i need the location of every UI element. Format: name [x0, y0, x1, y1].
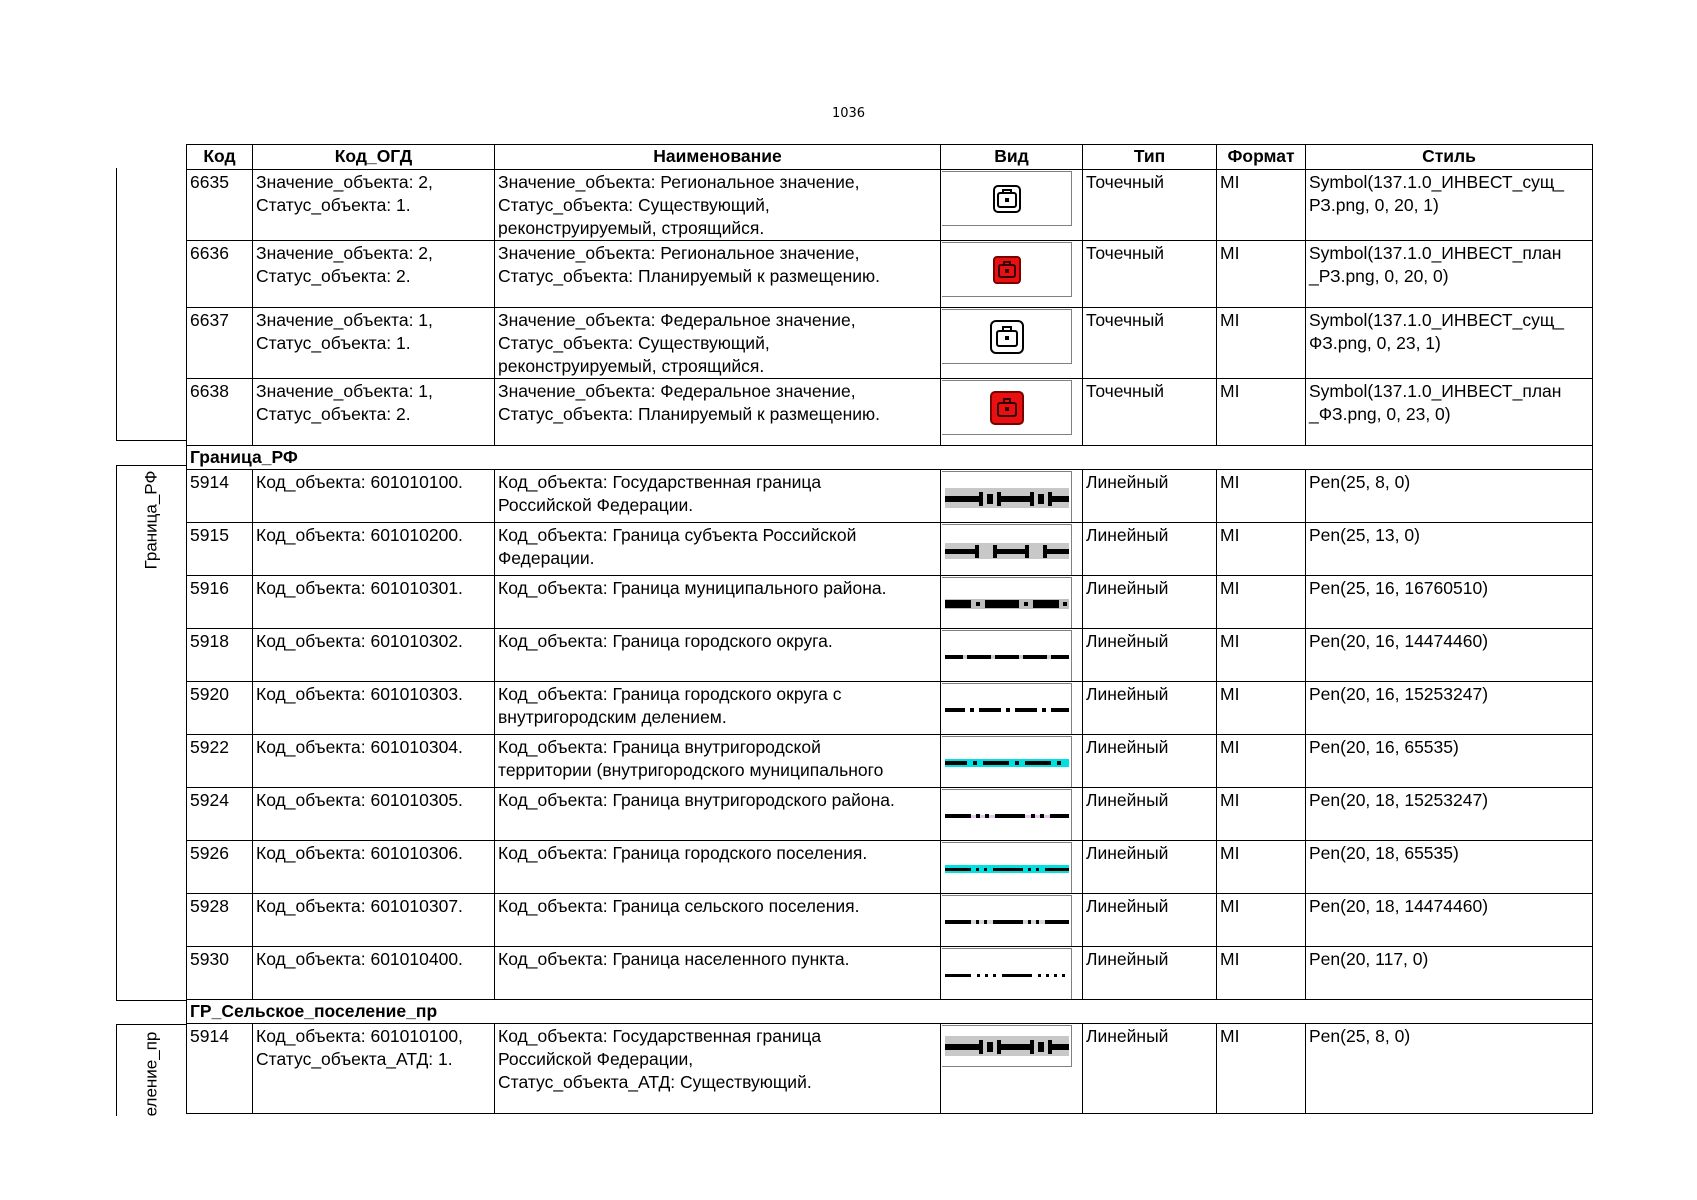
state-border-line-icon	[945, 486, 1069, 510]
cell-style: Pen(25, 16, 16760510)	[1306, 576, 1593, 629]
briefcase-outline-icon	[988, 318, 1026, 356]
table-row	[187, 523, 1593, 576]
cell-ogd: Код_объекта: 601010303.	[253, 682, 495, 735]
cell-code: 6636	[187, 241, 253, 308]
cell-ogd: Код_объекта: 601010100, Статус_объекта_АТД: 1.	[253, 1024, 495, 1114]
cell-name: Код_объекта: Граница населенного пункта.	[495, 947, 941, 1000]
cell-name: Код_объекта: Государственная граница Российской Федерации.	[495, 470, 941, 523]
cell-format: MI	[1217, 1024, 1306, 1114]
cell-ogd: Код_объекта: 601010200.	[253, 523, 495, 576]
cell-tip: Линейный	[1083, 629, 1217, 682]
cell-tip: Точечный	[1083, 379, 1217, 446]
cell-ogd: Код_объекта: 601010306.	[253, 841, 495, 894]
cell-tip: Линейный	[1083, 682, 1217, 735]
cell-format: MI	[1217, 241, 1306, 308]
cell-format: MI	[1217, 947, 1306, 1000]
cell-code: 5926	[187, 841, 253, 894]
cell-vid	[941, 629, 1083, 682]
cell-name: Код_объекта: Граница сельского поселения.	[495, 894, 941, 947]
cell-tip: Линейный	[1083, 470, 1217, 523]
cell-tip: Точечный	[1083, 308, 1217, 379]
cell-code: 6638	[187, 379, 253, 446]
table-row	[187, 308, 1593, 379]
table-row	[187, 241, 1593, 308]
cell-name: Код_объекта: Граница городского поселения.	[495, 841, 941, 894]
table-row	[187, 576, 1593, 629]
cell-name: Значение_объекта: Региональное значение, Статус_объекта: Планируемый к размещению.	[495, 241, 941, 308]
cell-name: Код_объекта: Граница муниципального района.	[495, 576, 941, 629]
cell-ogd: Код_объекта: 601010100.	[253, 470, 495, 523]
cell-code: 5924	[187, 788, 253, 841]
section-row	[187, 1000, 1593, 1024]
cell-style: Pen(20, 16, 14474460)	[1306, 629, 1593, 682]
cell-format: MI	[1217, 735, 1306, 788]
cell-format: MI	[1217, 682, 1306, 735]
cell-style: Pen(20, 117, 0)	[1306, 947, 1593, 1000]
cell-tip: Линейный	[1083, 735, 1217, 788]
cell-ogd: Код_объекта: 601010301.	[253, 576, 495, 629]
cell-name: Код_объекта: Граница городского округа.	[495, 629, 941, 682]
cell-style: Pen(20, 18, 15253247)	[1306, 788, 1593, 841]
cell-name: Значение_объекта: Федеральное значение, Статус_объекта: Планируемый к размещению.	[495, 379, 941, 446]
cell-vid	[941, 470, 1083, 523]
cell-ogd: Код_объекта: 601010304.	[253, 735, 495, 788]
section-row	[187, 446, 1593, 470]
table-row	[187, 629, 1593, 682]
cell-style: Pen(20, 18, 65535)	[1306, 841, 1593, 894]
cell-tip: Линейный	[1083, 841, 1217, 894]
cell-vid	[941, 947, 1083, 1000]
cell-style: Symbol(137.1.0_ИНВЕСТ_сущ_ РЗ.png, 0, 20, 1)	[1306, 170, 1593, 241]
cell-style: Pen(25, 8, 0)	[1306, 470, 1593, 523]
left-frame-group-1	[116, 168, 186, 441]
table-row	[187, 894, 1593, 947]
cell-code: 5916	[187, 576, 253, 629]
cell-name: Значение_объекта: Региональное значение, Статус_объекта: Существующий, реконструируемый, строящийся.	[495, 170, 941, 241]
cell-name: Код_объекта: Граница внутригородского района.	[495, 788, 941, 841]
table-row	[187, 682, 1593, 735]
cell-code: 5930	[187, 947, 253, 1000]
page-number: 1036	[831, 106, 866, 121]
cell-name: Код_объекта: Граница городского округа с внутригородским делением.	[495, 682, 941, 735]
cell-style: Pen(20, 16, 65535)	[1306, 735, 1593, 788]
cell-tip: Линейный	[1083, 947, 1217, 1000]
briefcase-red-icon	[988, 389, 1026, 427]
district-border-line-icon	[945, 594, 1069, 614]
table-row	[187, 1024, 1593, 1114]
urban-settlement-line-icon	[945, 859, 1069, 879]
cell-code: 5914	[187, 1024, 253, 1114]
cell-format: MI	[1217, 894, 1306, 947]
cell-name: Код_объекта: Государственная граница Российской Федерации, Статус_объекта_АТД: Существующий.	[495, 1024, 941, 1114]
cell-ogd: Код_объекта: 601010302.	[253, 629, 495, 682]
cell-ogd: Значение_объекта: 2, Статус_объекта: 1.	[253, 170, 495, 241]
intracity-territory-line-icon	[945, 753, 1069, 773]
cell-vid	[941, 1024, 1083, 1114]
cell-tip: Линейный	[1083, 576, 1217, 629]
cell-code: 6635	[187, 170, 253, 241]
cell-style: Pen(25, 8, 0)	[1306, 1024, 1593, 1114]
subject-border-line-icon	[945, 539, 1069, 563]
cell-ogd: Код_объекта: 601010305.	[253, 788, 495, 841]
cell-tip: Линейный	[1083, 788, 1217, 841]
cell-code: 5922	[187, 735, 253, 788]
cell-style: Symbol(137.1.0_ИНВЕСТ_план _ФЗ.png, 0, 23, 0)	[1306, 379, 1593, 446]
cell-code: 5914	[187, 470, 253, 523]
cell-name: Код_объекта: Граница субъекта Российской Федерации.	[495, 523, 941, 576]
legend-table	[186, 144, 1593, 1114]
cell-ogd: Значение_объекта: 2, Статус_объекта: 2.	[253, 241, 495, 308]
cell-style: Pen(25, 13, 0)	[1306, 523, 1593, 576]
briefcase-outline-icon	[990, 182, 1024, 216]
table-row	[187, 379, 1593, 446]
cell-ogd: Значение_объекта: 1, Статус_объекта: 2.	[253, 379, 495, 446]
cell-format: MI	[1217, 523, 1306, 576]
cell-vid	[941, 894, 1083, 947]
cell-vid	[941, 379, 1083, 446]
cell-ogd: Код_объекта: 601010307.	[253, 894, 495, 947]
header-style: Стиль	[1306, 145, 1593, 170]
locality-border-line-icon	[945, 965, 1069, 985]
section-title-granitsa-rf: Граница_РФ	[187, 446, 1593, 470]
cell-format: MI	[1217, 629, 1306, 682]
cell-format: MI	[1217, 788, 1306, 841]
cell-tip: Линейный	[1083, 894, 1217, 947]
header-tip: Тип	[1083, 145, 1217, 170]
cell-name: Код_объекта: Граница внутригородской территории (внутригородского муниципального	[495, 735, 941, 788]
side-label-granitsa-rf: Граница_РФ	[141, 470, 161, 570]
rural-settlement-line-icon	[945, 912, 1069, 932]
header-name: Наименование	[495, 145, 941, 170]
cell-vid	[941, 841, 1083, 894]
cell-style: Symbol(137.1.0_ИНВЕСТ_план _РЗ.png, 0, 20, 0)	[1306, 241, 1593, 308]
cell-vid	[941, 576, 1083, 629]
cell-vid	[941, 735, 1083, 788]
table-header-row	[187, 145, 1593, 170]
cell-format: MI	[1217, 308, 1306, 379]
cell-format: MI	[1217, 170, 1306, 241]
cell-vid	[941, 170, 1083, 241]
cell-tip: Точечный	[1083, 241, 1217, 308]
city-district-division-line-icon	[945, 700, 1069, 720]
intracity-district-line-icon	[945, 806, 1069, 826]
section-title-selskoe-poselenie: ГР_Сельское_поселение_пр	[187, 1000, 1593, 1024]
cell-tip: Линейный	[1083, 1024, 1217, 1114]
table-row	[187, 170, 1593, 241]
table-row	[187, 841, 1593, 894]
cell-format: MI	[1217, 379, 1306, 446]
cell-vid	[941, 523, 1083, 576]
cell-format: MI	[1217, 841, 1306, 894]
cell-vid	[941, 308, 1083, 379]
cell-vid	[941, 682, 1083, 735]
cell-style: Symbol(137.1.0_ИНВЕСТ_сущ_ ФЗ.png, 0, 23, 1)	[1306, 308, 1593, 379]
table-row	[187, 470, 1593, 523]
cell-code: 5915	[187, 523, 253, 576]
briefcase-red-icon	[990, 253, 1024, 287]
header-kod-ogd: Код_ОГД	[253, 145, 495, 170]
cell-code: 6637	[187, 308, 253, 379]
cell-style: Pen(20, 16, 15253247)	[1306, 682, 1593, 735]
state-border-line-icon	[945, 1034, 1069, 1058]
cell-ogd: Код_объекта: 601010400.	[253, 947, 495, 1000]
cell-style: Pen(20, 18, 14474460)	[1306, 894, 1593, 947]
city-district-line-icon	[945, 647, 1069, 667]
cell-format: MI	[1217, 576, 1306, 629]
cell-vid	[941, 241, 1083, 308]
header-vid: Вид	[941, 145, 1083, 170]
cell-ogd: Значение_объекта: 1, Статус_объекта: 1.	[253, 308, 495, 379]
cell-code: 5918	[187, 629, 253, 682]
table-row	[187, 947, 1593, 1000]
table-row	[187, 788, 1593, 841]
cell-tip: Точечный	[1083, 170, 1217, 241]
cell-code: 5928	[187, 894, 253, 947]
cell-code: 5920	[187, 682, 253, 735]
cell-vid	[941, 788, 1083, 841]
cell-format: MI	[1217, 470, 1306, 523]
side-label-selskoe-poselenie: еление_пр	[141, 1031, 160, 1116]
header-format: Формат	[1217, 145, 1306, 170]
cell-tip: Линейный	[1083, 523, 1217, 576]
cell-name: Значение_объекта: Федеральное значение, Статус_объекта: Существующий, реконструируемый, строящийся.	[495, 308, 941, 379]
header-kod: Код	[187, 145, 253, 170]
table-row	[187, 735, 1593, 788]
